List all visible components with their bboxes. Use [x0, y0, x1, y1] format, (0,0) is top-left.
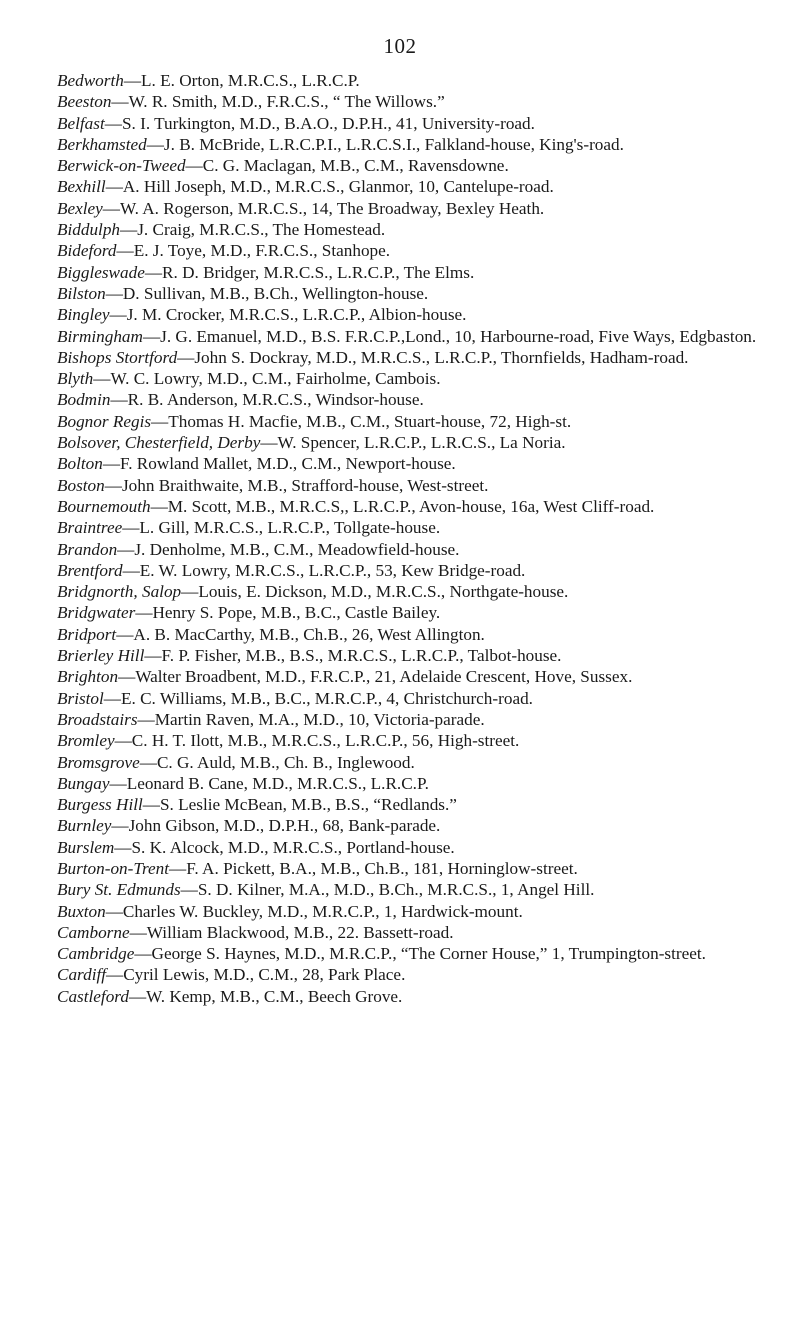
directory-entry — [57, 262, 772, 283]
entry-text: —L. E. Orton, M.R.C.S., L.R.C.P. — [123, 71, 360, 90]
entry-place: Braintree — [57, 518, 123, 538]
entry-place: Birmingham — [57, 326, 143, 346]
entry-text: —Charles W. Buckley, M.D., M.R.C.P., 1, Hardwick-mount. — [105, 901, 523, 921]
entry-text: —J. Denholme, M.B., C.M., Meadowfield-house. — [117, 539, 460, 559]
directory-entry — [57, 709, 772, 730]
entry-text: —J. Craig, M.R.C.S., The Homestead. — [120, 220, 386, 240]
directory-entry — [57, 517, 772, 538]
directory-entry — [57, 986, 772, 1007]
entry-place: Burgess Hill — [57, 795, 143, 815]
entry-text: —J. G. Emanuel, M.D., B.S. F.R.C.P.,Lond., 10, Harbourne-road, Five Ways, Edgbaston. — [142, 326, 757, 346]
entry-text: —C. H. T. Ilott, M.B., M.R.C.S., L.R.C.P., 56, High-street. — [114, 731, 520, 751]
directory-entry — [57, 922, 772, 943]
directory-entry — [57, 304, 772, 325]
directory-entry — [57, 539, 772, 560]
entry-text: —L. Gill, M.R.C.S., L.R.C.P., Tollgate-house. — [122, 518, 441, 538]
entry-place: Camborne — [57, 922, 130, 942]
entry-place: Bedworth — [57, 71, 124, 90]
entry-place: Berwick-on-Tweed — [57, 156, 186, 176]
directory-entry — [57, 70, 772, 91]
entry-text: —F. P. Fisher, M.B., B.S., M.R.C.S., L.R.C.P., Talbot-house. — [144, 646, 562, 666]
entry-place: Biddulph — [57, 220, 121, 240]
directory-entry — [57, 368, 772, 389]
entry-place: Brandon — [57, 539, 118, 559]
entry-place: Bishops Stortford — [57, 347, 178, 367]
directory-entry — [57, 773, 772, 794]
entry-text: —J. M. Crocker, M.R.C.S., L.R.C.P., Albion-house. — [109, 305, 467, 325]
entry-place: Bristol — [57, 688, 104, 708]
entry-place: Buxton — [57, 901, 106, 921]
entry-place: Bolton — [57, 454, 103, 474]
entry-place: Bolsover, Chesterfield, Derby — [57, 433, 261, 453]
entry-text: —William Blackwood, M.B., 22. Bassett-road. — [129, 922, 454, 942]
entry-place: Burslem — [57, 837, 115, 857]
directory-entry — [57, 326, 772, 347]
directory-entry — [57, 453, 772, 474]
entry-place: Cardiff — [57, 965, 107, 985]
entry-place: Castleford — [57, 986, 129, 1006]
entry-text: —Martin Raven, M.A., M.D., 10, Victoria-parade. — [137, 709, 485, 729]
entry-text: —R. B. Anderson, M.R.C.S., Windsor-house. — [110, 390, 424, 410]
directory-entry — [57, 964, 772, 985]
directory-entry — [57, 858, 772, 879]
entry-text: —Leonard B. Cane, M.D., M.R.C.S., L.R.C.P. — [109, 773, 429, 793]
entry-place: Beeston — [57, 92, 112, 112]
entry-place: Bognor Regis — [57, 411, 152, 431]
entry-place: Bexhill — [57, 177, 106, 197]
entry-text: —S. I. Turkington, M.D., B.A.O., D.P.H., 41, University-road. — [104, 113, 535, 133]
entry-place: Bungay — [57, 773, 110, 793]
directory-entry — [57, 389, 772, 410]
entry-text: —George S. Haynes, M.D., M.R.C.P., “The Corner House,” 1, Trumpington-street. — [134, 944, 706, 964]
entry-text: —S. K. Alcock, M.D., M.R.C.S., Portland-house. — [114, 837, 455, 857]
directory-entry — [57, 645, 772, 666]
directory-entry — [57, 943, 772, 964]
entry-place: Boston — [57, 475, 105, 495]
entry-text: —E. J. Toye, M.D., F.R.C.S., Stanhope. — [116, 241, 391, 261]
directory-entry — [57, 879, 772, 900]
entry-place: Broadstairs — [57, 709, 138, 729]
directory-entry — [57, 198, 772, 219]
entry-text: —Thomas H. Macfie, M.B., C.M., Stuart-house, 72, High-st. — [151, 411, 572, 431]
directory-entry — [57, 283, 772, 304]
entry-place: Bury St. Edmunds — [57, 880, 181, 900]
entry-place: Bournemouth — [57, 496, 151, 516]
directory-entry — [57, 837, 772, 858]
entry-text: —C. G. Maclagan, M.B., C.M., Ravensdowne. — [185, 156, 509, 176]
entry-place: Burnley — [57, 816, 112, 836]
entry-text: —C. G. Auld, M.B., Ch. B., Inglewood. — [139, 752, 415, 772]
entry-place: Bexley — [57, 198, 103, 218]
entry-place: Bridgwater — [57, 603, 136, 623]
entry-text: —W. R. Smith, M.D., F.R.C.S., “ The Willows.” — [111, 92, 445, 112]
directory-entry — [57, 901, 772, 922]
entry-place: Brierley Hill — [57, 646, 145, 666]
directory-entry — [57, 240, 772, 261]
directory-entry — [57, 134, 772, 155]
entry-place: Bromsgrove — [57, 752, 140, 772]
entry-text: —W. Kemp, M.B., C.M., Beech Grove. — [128, 986, 403, 1006]
entry-text: —Henry S. Pope, M.B., B.C., Castle Bailey. — [135, 603, 441, 623]
directory-entry — [57, 411, 772, 432]
entry-place: Bilston — [57, 283, 106, 303]
entry-text: —E. C. Williams, M.B., B.C., M.R.C.P., 4, Christchurch-road. — [103, 688, 533, 708]
entry-text: —F. Rowland Mallet, M.D., C.M., Newport-house. — [102, 454, 456, 474]
directory-entry — [57, 752, 772, 773]
entry-place: Belfast — [57, 113, 105, 133]
directory-entry — [57, 475, 772, 496]
directory-entry — [57, 602, 772, 623]
entry-place: Blyth — [57, 369, 94, 389]
directory-entry — [57, 219, 772, 240]
entry-text: —S. D. Kilner, M.A., M.D., B.Ch., M.R.C.S., 1, Angel Hill. — [180, 880, 595, 900]
entry-text: —Louis, E. Dickson, M.D., M.R.C.S., Northgate-house. — [181, 582, 569, 602]
entry-place: Bingley — [57, 305, 110, 325]
entry-place: Burton-on-Trent — [57, 858, 170, 878]
entry-place: Bodmin — [57, 390, 111, 410]
directory-entry — [57, 113, 772, 134]
entry-text: —J. B. McBride, L.R.C.P.I., L.R.C.S.I., Falkland-house, King's-road. — [146, 134, 624, 154]
entry-text: —W. C. Lowry, M.D., C.M., Fairholme, Cambois. — [93, 369, 441, 389]
directory-entry — [57, 155, 772, 176]
directory-entry — [57, 347, 772, 368]
page-number: 102 — [383, 34, 417, 58]
directory-entry — [57, 794, 772, 815]
entry-text: —A. Hill Joseph, M.D., M.R.C.S., Glanmor, 10, Cantelupe-road. — [105, 177, 554, 197]
entry-text: —D. Sullivan, M.B., B.Ch., Wellington-house. — [105, 283, 429, 303]
directory-list — [57, 70, 772, 1007]
directory-entry — [57, 496, 772, 517]
entry-text: —A. B. MacCarthy, M.B., Ch.B., 26, West Allington. — [116, 624, 485, 644]
entry-place: Bromley — [57, 731, 115, 751]
entry-place: Brentford — [57, 560, 123, 580]
entry-text: —E. W. Lowry, M.R.C.S., L.R.C.P., 53, Kew Bridge-road. — [122, 560, 526, 580]
directory-entry — [57, 432, 772, 453]
entry-text: —S. Leslie McBean, M.B., B.S., “Redlands.” — [142, 795, 457, 815]
entry-text: —Cyril Lewis, M.D., C.M., 28, Park Place. — [106, 965, 406, 985]
entry-text: —Walter Broadbent, M.D., F.R.C.P., 21, Adelaide Crescent, Hove, Sussex. — [118, 667, 633, 687]
directory-entry — [57, 560, 772, 581]
entry-text: —M. Scott, M.B., M.R.C.S,, L.R.C.P., Avon-house, 16a, West Cliff-road. — [150, 496, 655, 516]
entry-place: Bideford — [57, 241, 117, 261]
entry-text: —W. A. Rogerson, M.R.C.S., 14, The Broadway, Bexley Heath. — [102, 198, 545, 218]
entry-text: —John S. Dockray, M.D., M.R.C.S., L.R.C.P., Thornfields, Hadham-road. — [177, 347, 689, 367]
entry-text: —John Braithwaite, M.B., Strafford-house, West-street. — [104, 475, 489, 495]
entry-place: Berkhamsted — [57, 134, 147, 154]
directory-entry — [57, 688, 772, 709]
entry-text: —W. Spencer, L.R.C.P., L.R.C.S., La Noria. — [260, 433, 566, 453]
entry-place: Bridgnorth, Salop — [57, 582, 182, 602]
directory-entry — [57, 176, 772, 197]
entry-place: Biggleswade — [57, 262, 145, 282]
entry-text: —John Gibson, M.D., D.P.H., 68, Bank-parade. — [111, 816, 441, 836]
entry-place: Cambridge — [57, 944, 135, 964]
directory-entry — [57, 730, 772, 751]
directory-entry — [57, 815, 772, 836]
entry-place: Bridport — [57, 624, 117, 644]
directory-entry — [57, 581, 772, 602]
directory-entry — [57, 91, 772, 112]
entry-text: —R. D. Bridger, M.R.C.S., L.R.C.P., The Elms. — [144, 262, 475, 282]
entry-text: —F. A. Pickett, B.A., M.B., Ch.B., 181, Horninglow-street. — [169, 858, 578, 878]
directory-entry — [57, 666, 772, 687]
entry-place: Brighton — [57, 667, 119, 687]
directory-entry — [57, 624, 772, 645]
